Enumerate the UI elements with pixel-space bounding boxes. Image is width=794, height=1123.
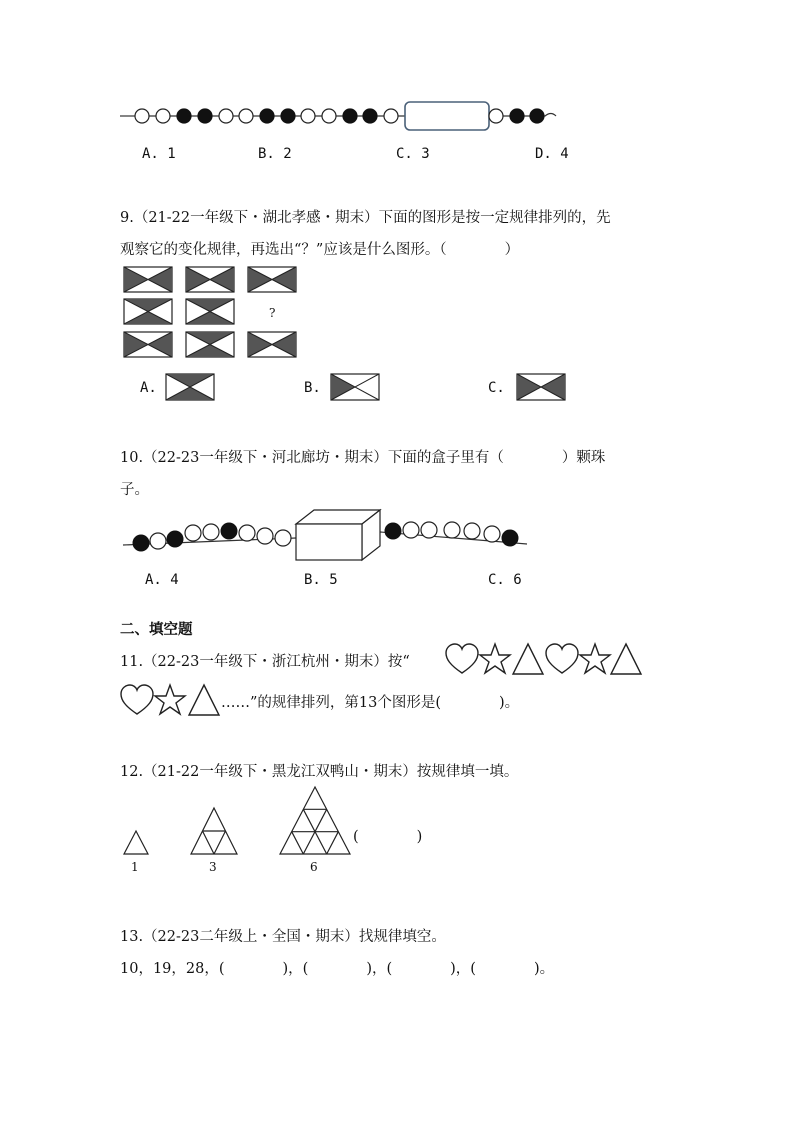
heart-icon [446, 644, 478, 673]
bead-white [239, 525, 255, 541]
bead-black [167, 531, 183, 547]
pattern-cell [248, 332, 296, 357]
triangle-icon [513, 644, 543, 674]
q11-text-line2: ……”的规律排列，第13个图形是( )。 [221, 695, 520, 711]
bead-white [203, 524, 219, 540]
bead-white [301, 109, 315, 123]
bead-white [421, 522, 437, 538]
q10-option-b[interactable]: B. 5 [304, 572, 338, 588]
star-icon [155, 685, 185, 714]
triangle-icon [611, 644, 641, 674]
q9-pattern-grid [0, 264, 794, 364]
q12-label-6: 6 [310, 860, 318, 874]
q12-answer-blank[interactable]: ( ) [353, 829, 423, 845]
triangle-1 [124, 831, 148, 854]
q11-text-line1: 11.（22-23一年级下・浙江杭州・期末）按“ [120, 654, 410, 670]
star-icon [480, 644, 510, 673]
bead-black [221, 523, 237, 539]
q8-option-c[interactable]: C. 3 [396, 146, 430, 162]
star-icon [580, 644, 610, 673]
q9-option-b-label[interactable]: B. [304, 380, 321, 396]
bead-black [363, 109, 377, 123]
q12-text-line1: 12.（21-22一年级下・黑龙江双鸭山・期末）按规律填一填。 [120, 764, 519, 780]
q10-text-line1: 10.（22-23一年级下・河北廊坊・期末）下面的盒子里有（ ）颗珠 [120, 450, 606, 466]
bead-black [198, 109, 212, 123]
pattern-cell [186, 332, 234, 357]
q9-question-mark: ? [269, 306, 276, 320]
q11-shapes-row1 [444, 642, 684, 678]
heart-icon [546, 644, 578, 673]
bead-white [384, 109, 398, 123]
pattern-cell [124, 267, 172, 292]
q9-option-c-label[interactable]: C. [488, 380, 505, 396]
bead-white [150, 533, 166, 549]
pattern-cell [186, 267, 234, 292]
pattern-cell [186, 299, 234, 324]
q8-option-d[interactable]: D. 4 [535, 146, 569, 162]
triangle-6 [280, 787, 350, 854]
q9-text-line2: 观察它的变化规律，再选出“？”应该是什么图形。（ ） [120, 242, 520, 258]
box-3d [296, 510, 380, 560]
q10-option-a[interactable]: A. 4 [145, 572, 179, 588]
pattern-cell [124, 332, 172, 357]
q10-text-line2: 子。 [120, 482, 149, 498]
q9-option-a-figure[interactable] [166, 374, 216, 402]
bead-string-q8 [0, 97, 794, 137]
q8-option-b[interactable]: B. 2 [258, 146, 292, 162]
bead-white [444, 522, 460, 538]
bead-black [530, 109, 544, 123]
q9-option-a-label[interactable]: A. [140, 380, 157, 396]
bead-white [257, 528, 273, 544]
q12-label-3: 3 [209, 860, 217, 874]
bead-white [239, 109, 253, 123]
bead-white [489, 109, 503, 123]
bead-black [260, 109, 274, 123]
pattern-cell [124, 299, 172, 324]
bead-white [275, 530, 291, 546]
bead-white [135, 109, 149, 123]
q13-sequence[interactable]: 10，19，28，( )，( )，( )，( )。 [120, 961, 555, 977]
bead-white [464, 523, 480, 539]
bead-white [484, 526, 500, 542]
bead-black [385, 523, 401, 539]
q8-option-a[interactable]: A. 1 [142, 146, 176, 162]
bead-black [502, 530, 518, 546]
bead-white [322, 109, 336, 123]
bead-white [156, 109, 170, 123]
pattern-cell [248, 267, 296, 292]
bead-black [177, 109, 191, 123]
bead-white [219, 109, 233, 123]
section-title: 二、填空题 [120, 622, 193, 638]
heart-icon [121, 685, 153, 714]
q9-option-c-figure[interactable] [517, 374, 567, 402]
q11-shapes-row2 [120, 683, 230, 719]
q12-label-1: 1 [131, 860, 139, 874]
bead-black [343, 109, 357, 123]
bead-black [510, 109, 524, 123]
bead-white [403, 522, 419, 538]
triangle-icon [189, 685, 219, 715]
triangle-3 [191, 808, 237, 854]
bead-string-q10 [0, 502, 794, 572]
q9-option-b-figure[interactable] [331, 374, 381, 402]
bead-black [133, 535, 149, 551]
bead-black [281, 109, 295, 123]
bead-white [185, 525, 201, 541]
q9-text-line1: 9.（21-22一年级下・湖北孝感・期末）下面的图形是按一定规律排列的，先 [120, 210, 611, 226]
q10-option-c[interactable]: C. 6 [488, 572, 522, 588]
q13-text-line1: 13.（22-23二年级上・全国・期末）找规律填空。 [120, 929, 446, 945]
hidden-box [405, 102, 489, 130]
